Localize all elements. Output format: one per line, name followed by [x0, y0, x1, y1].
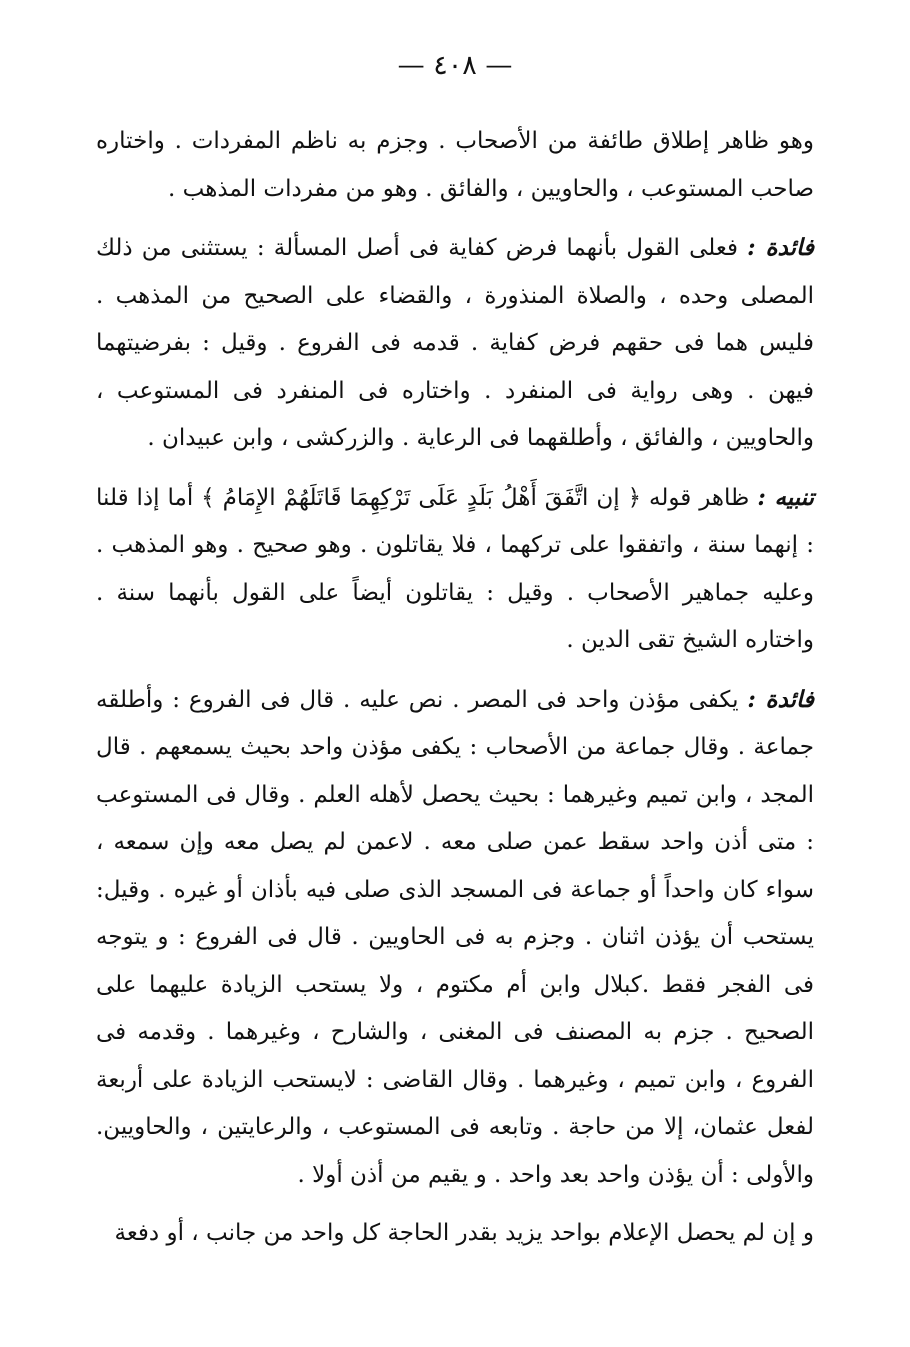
paragraph [96, 118, 814, 213]
paragraph-text: فعلى القول بأنهما فرض كفاية فى أصل المسألة : يستثنى من ذلك المصلى وحده ، والصلاة المنذورة ، والقضاء على الصحيح من المذهب . فليس هما فى حقهم فرض كفاية . قدمه فى الفروع . وقيل : بفرضيتهما فيهن . وهى رواية فى المنفرد . واختاره فى المنفرد فى المستوعب ، والحاويين ، والفائق ، وأطلقهما فى الرعاية . والزركشى ، وابن عبيدان . [96, 235, 814, 451]
page-number: — ٤٠٨ — [397, 50, 513, 81]
paragraph-text: و إن لم يحصل الإعلام بواحد يزيد بقدر الحاجة كل واحد من جانب ، أو دفعة [114, 1220, 814, 1246]
paragraph [96, 1210, 814, 1258]
paragraph-lead: تنبيه : [757, 483, 815, 511]
text-body [96, 118, 814, 1258]
paragraph-lead: فائدة : [747, 234, 815, 261]
paragraph-lead: فائدة : [747, 685, 815, 713]
paragraph-text: ظاهر قوله ﴿ إن اتَّفَقَ أَهْلُ بَلَدٍ عَلَى تَرْكِهِمَا قَاتَلَهُمْ الإِمَامُ ﴾ أما إذا قلنا : إنهما سنة ، واتفقوا على تركهما ، فلا يقاتلون . وهو صحيح . وهو المذهب . وعليه جماهير الأصحاب . وقيل : يقاتلون أيضاً على القول بأنهما سنة . واختاره الشيخ تقى الدين . [96, 484, 814, 653]
paragraph-text: وهو ظاهر إطلاق طائفة من الأصحاب . وجزم به ناظم المفردات . واختاره صاحب المستوعب ، والحاويين ، والفائق . وهو من مفردات المذهب . [96, 128, 814, 202]
paragraph [96, 474, 814, 665]
paragraph-text: يكفى مؤذن واحد فى المصر . نص عليه . قال فى الفروع : وأطلقه جماعة . وقال جماعة من الأصحاب : يكفى مؤذن واحد بحيث يسمعهم . قال المجد ، وابن تميم وغيرهما : بحيث يحصل لأهله العلم . وقال فى المستوعب : متى أذن واحد سقط عمن صلى معه . لاعمن لم يصل معه وإن سمعه ، سواء كان واحداً أو جماعة فى المسجد الذى صلى فيه بأذان أو غيره . وقيل: يستحب أن يؤذن اثنان . وجزم به فى الحاويين . قال فى الفروع : و يتوجه فى الفجر فقط .كبلال وابن أم مكتوم ، ولا يستحب الزيادة عليهما على الصحيح . جزم به المصنف فى المغنى ، والشارح ، وغيرهما . وقدمه فى الفروع ، وابن تميم ، وغيرهما . وقال القاضى : لايستحب الزيادة على أربعة لفعل عثمان، إلا من حاجة . وتابعه فى المستوعب ، والرعايتين ، والحاويين. والأولى : أن يؤذن واحد بعد واحد . و يقيم من أذن أولا . [96, 686, 814, 1188]
paragraph [96, 224, 814, 463]
paragraph [96, 676, 814, 1200]
